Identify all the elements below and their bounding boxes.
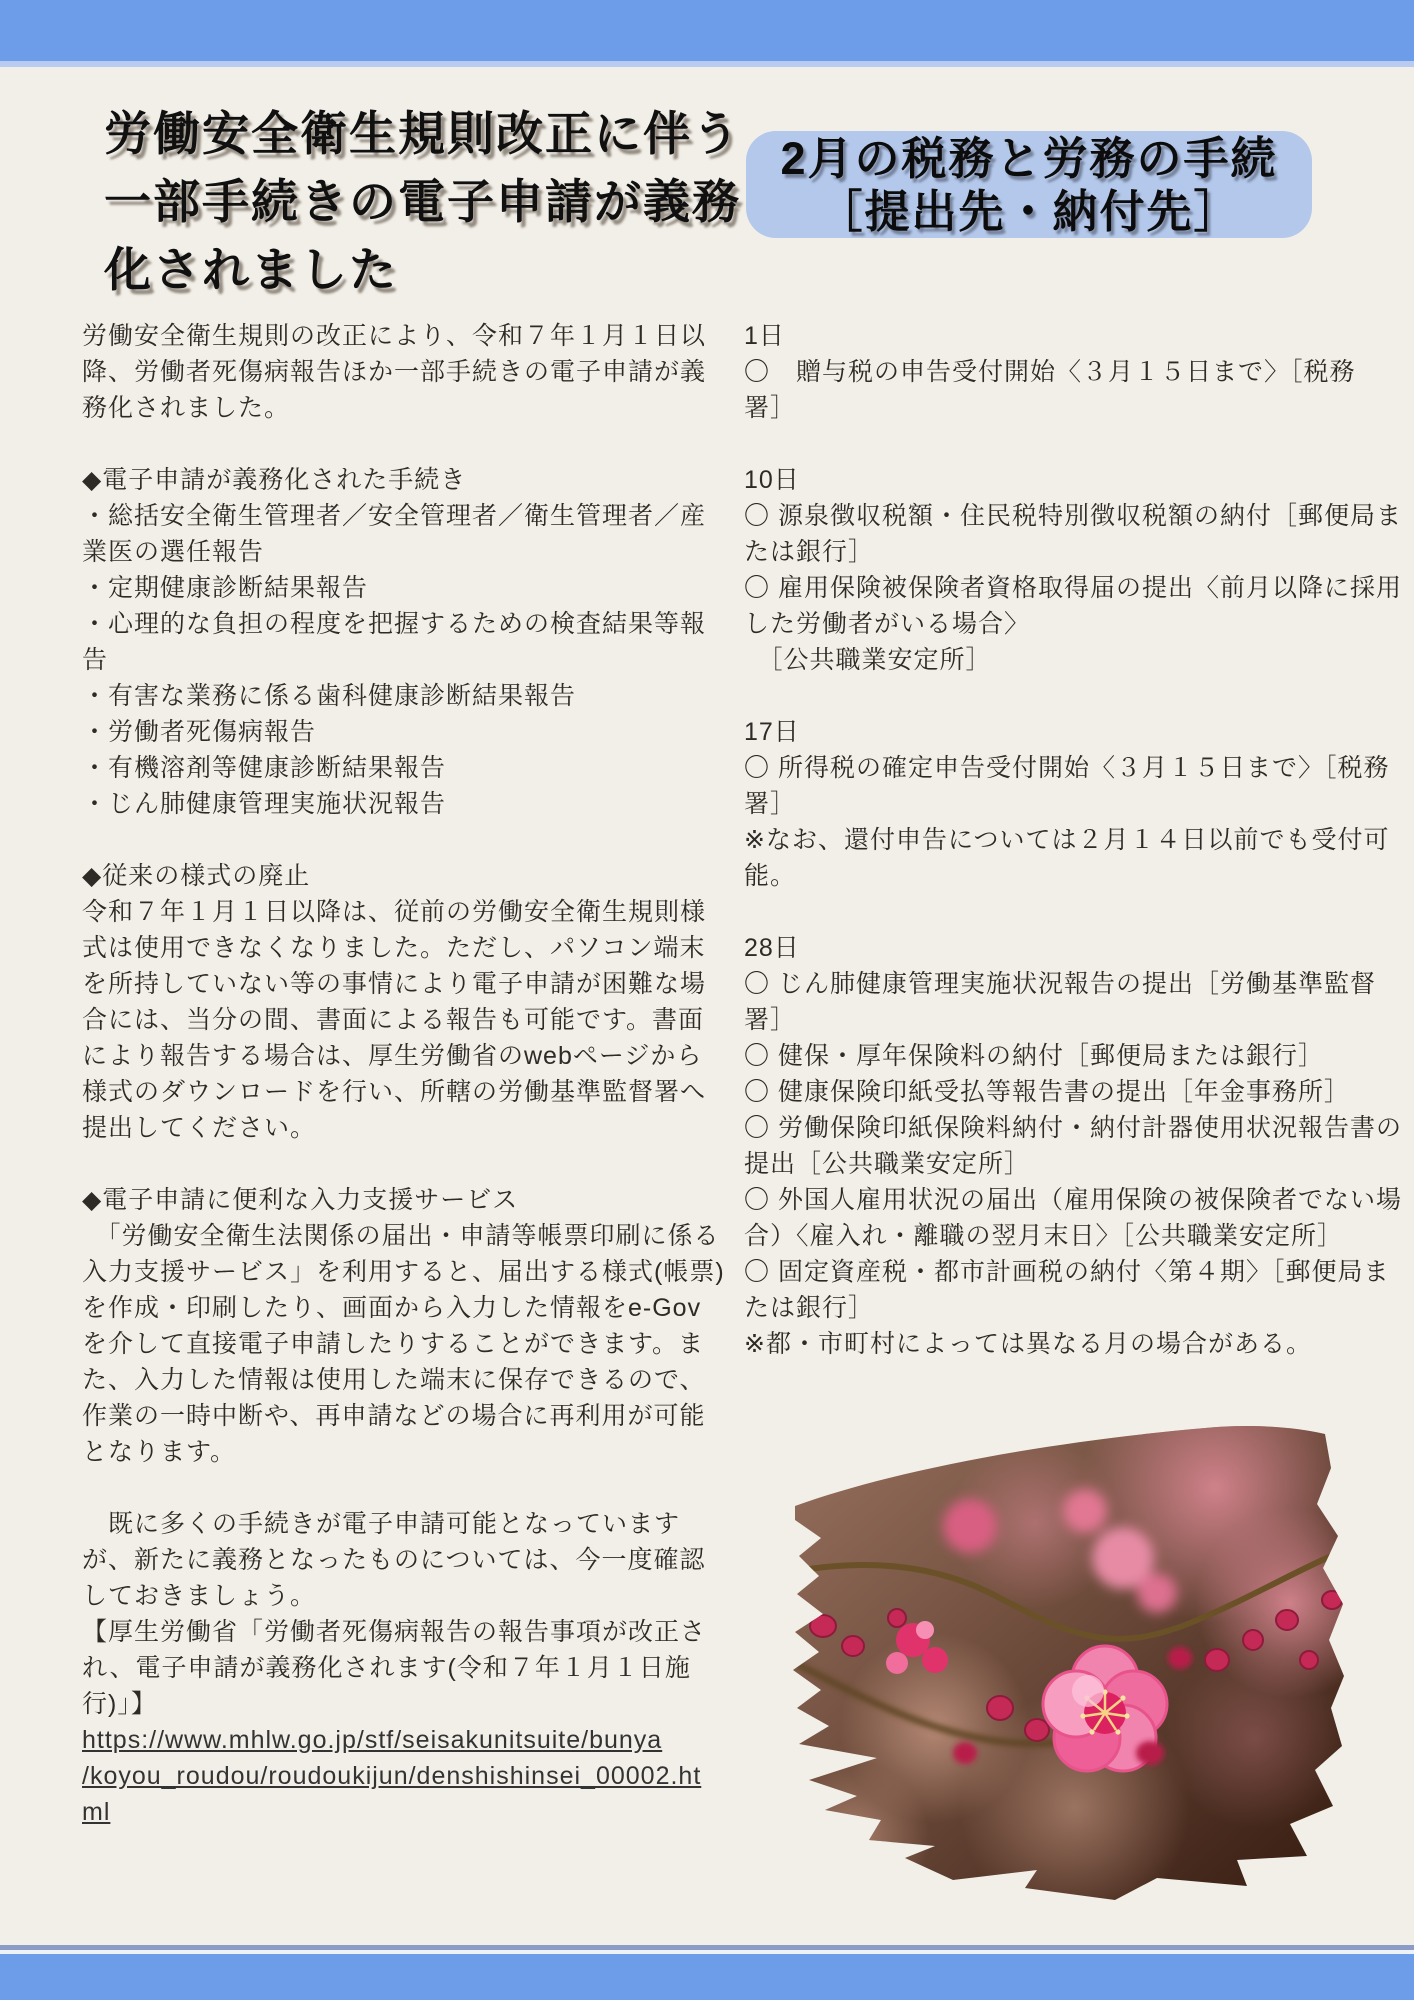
text-line: た、入力した情報は使用した端末に保存できるので、	[82, 1366, 706, 1394]
text-line: 労働安全衛生規則の改正により、令和７年１月１日以	[82, 322, 707, 350]
text-line: ［公共職業安定所］	[744, 646, 992, 674]
text-line: ・総括安全衛生管理者／安全管理者／衛生管理者／産	[82, 502, 707, 530]
text-line: 〇 雇用保険被保険者資格取得届の提出〈前月以降に採用	[744, 574, 1402, 602]
text-line: ・じん肺健康管理実施状況報告	[82, 790, 447, 818]
text-line: 行)」】	[82, 1690, 157, 1718]
text-line: ・有機溶剤等健康診断結果報告	[82, 754, 447, 782]
text-line: ※都・市町村によっては異なる月の場合がある。	[744, 1330, 1312, 1358]
paragraph-gap	[744, 678, 1392, 714]
right-article-title-badge	[746, 131, 1312, 238]
title-line: 化されました	[104, 243, 398, 296]
text-line: たは銀行］	[744, 1294, 875, 1322]
text-line: を作成・印刷したり、画面から入力した情報をe-Gov	[82, 1294, 702, 1322]
top-accent-bar	[0, 0, 1414, 67]
text-line: 「労働安全衛生法関係の届出・申請等帳票印刷に係る	[82, 1222, 720, 1250]
text-line: 28日	[744, 934, 800, 962]
plum-blossom-photo	[785, 1408, 1350, 1903]
title-line: 労働安全衛生規則改正に伴う	[104, 107, 741, 160]
text-line: 〇 健康保険印紙受払等報告書の提出［年金事務所］	[744, 1078, 1350, 1106]
text-line: 【厚生労働省「労働者死傷病報告の報告事項が改正さ	[82, 1618, 707, 1646]
text-line: れ、電子申請が義務化されます(令和７年１月１日施	[82, 1654, 691, 1682]
text-line: 17日	[744, 718, 800, 746]
text-line: 10日	[744, 466, 800, 494]
text-line: 〇 じん肺健康管理実施状況報告の提出［労働基準監督	[744, 970, 1376, 998]
paragraph-gap	[82, 426, 722, 462]
mhlw-link-line[interactable]: ml	[82, 1798, 111, 1826]
text-line: 署］	[744, 1006, 797, 1034]
text-line: 〇 労働保険印紙保険料納付・納付計器使用状況報告書の	[744, 1114, 1402, 1142]
text-line: 提出［公共職業安定所］	[744, 1150, 1031, 1178]
paragraph-gap	[82, 822, 722, 858]
text-line: ◆従来の様式の廃止	[82, 862, 311, 890]
left-column	[82, 318, 725, 1830]
left-article-title	[104, 100, 764, 304]
mhlw-link-line[interactable]: https://www.mhlw.go.jp/stf/seisakunitsuite/bunya	[82, 1726, 663, 1754]
text-line: ・定期健康診断結果報告	[82, 574, 369, 602]
text-line: が、新たに義務となったものについては、今一度確認	[82, 1546, 706, 1574]
text-line: 〇 固定資産税・都市計画税の納付〈第４期〉［郵便局ま	[744, 1258, 1390, 1286]
text-line: により報告する場合は、厚生労働省のwebページから	[82, 1042, 703, 1070]
text-line: した労働者がいる場合〉	[744, 610, 1031, 638]
text-line: 様式のダウンロードを行い、所轄の労働基準監督署へ	[82, 1078, 707, 1106]
title-line: 一部手続きの電子申請が義務	[104, 175, 741, 228]
text-line: 令和７年１月１日以降は、従前の労働安全衛生規則様	[82, 898, 707, 926]
text-line: となります。	[82, 1438, 237, 1466]
text-line: 降、労働者死傷病報告ほか一部手続きの電子申請が義	[82, 358, 707, 386]
text-line: 〇 所得税の確定申告受付開始〈３月１５日まで〉［税務	[744, 754, 1390, 782]
text-line: 業医の選任報告	[82, 538, 265, 566]
text-line: 1日	[744, 322, 785, 350]
text-line: 合には、当分の間、書面による報告も可能です。書面	[82, 1006, 705, 1034]
paragraph-gap	[82, 1146, 722, 1182]
text-line: 署］	[744, 394, 797, 422]
text-line: 〇 源泉徴収税額・住民税特別徴収税額の納付［郵便局ま	[744, 502, 1402, 530]
badge-title-line: ［提出先・納付先］	[817, 185, 1241, 237]
paragraph-gap	[744, 426, 1392, 462]
text-line: 合）〈雇入れ・離職の翌月末日〉［公共職業安定所］	[744, 1222, 1344, 1250]
text-line: 提出してください。	[82, 1114, 317, 1142]
text-line: 作業の一時中断や、再申請などの場合に再利用が可能	[82, 1402, 706, 1430]
text-line: 能。	[744, 862, 797, 890]
footer-accent-bar	[0, 1954, 1414, 2000]
text-line: 務化されました。	[82, 394, 291, 422]
text-line: 〇 健保・厚年保険料の納付［郵便局または銀行］	[744, 1042, 1324, 1070]
mhlw-link-line[interactable]: /koyou_roudou/roudoukijun/denshishinsei_00002.ht	[82, 1762, 702, 1790]
badge-title-line: 2月の税務と労務の手続	[780, 132, 1278, 184]
text-line: 式は使用できなくなりました。ただし、パソコン端末	[82, 934, 706, 962]
text-line: 〇 贈与税の申告受付開始〈３月１５日まで〉［税務	[744, 358, 1356, 386]
text-line: 署］	[744, 790, 797, 818]
text-line: ・労働者死傷病報告	[82, 718, 317, 746]
text-line: 入力支援サービス」を利用すると、届出する様式(帳票)	[82, 1258, 725, 1286]
text-line: を所持していない等の事情により電子申請が困難な場	[82, 970, 707, 998]
right-column	[744, 318, 1402, 1362]
text-line: ◆電子申請に便利な入力支援サービス	[82, 1186, 519, 1214]
paragraph-gap	[744, 894, 1392, 930]
text-line: 〇 外国人雇用状況の届出（雇用保険の被保険者でない場	[744, 1186, 1402, 1214]
text-line: ◆電子申請が義務化された手続き	[82, 466, 467, 494]
text-line: 既に多くの手続きが電子申請可能となっています	[82, 1510, 681, 1538]
text-line: たは銀行］	[744, 538, 875, 566]
text-line: しておきましょう。	[82, 1582, 317, 1610]
text-line: ※なお、還付申告については２月１４日以前でも受付可	[744, 826, 1390, 854]
paragraph-gap	[82, 1470, 722, 1506]
text-line: ・有害な業務に係る歯科健康診断結果報告	[82, 682, 577, 710]
text-line: ・心理的な負担の程度を把握するための検査結果等報	[82, 610, 707, 638]
text-line: を介して直接電子申請したりすることができます。ま	[82, 1330, 705, 1358]
text-line: 告	[82, 646, 109, 674]
